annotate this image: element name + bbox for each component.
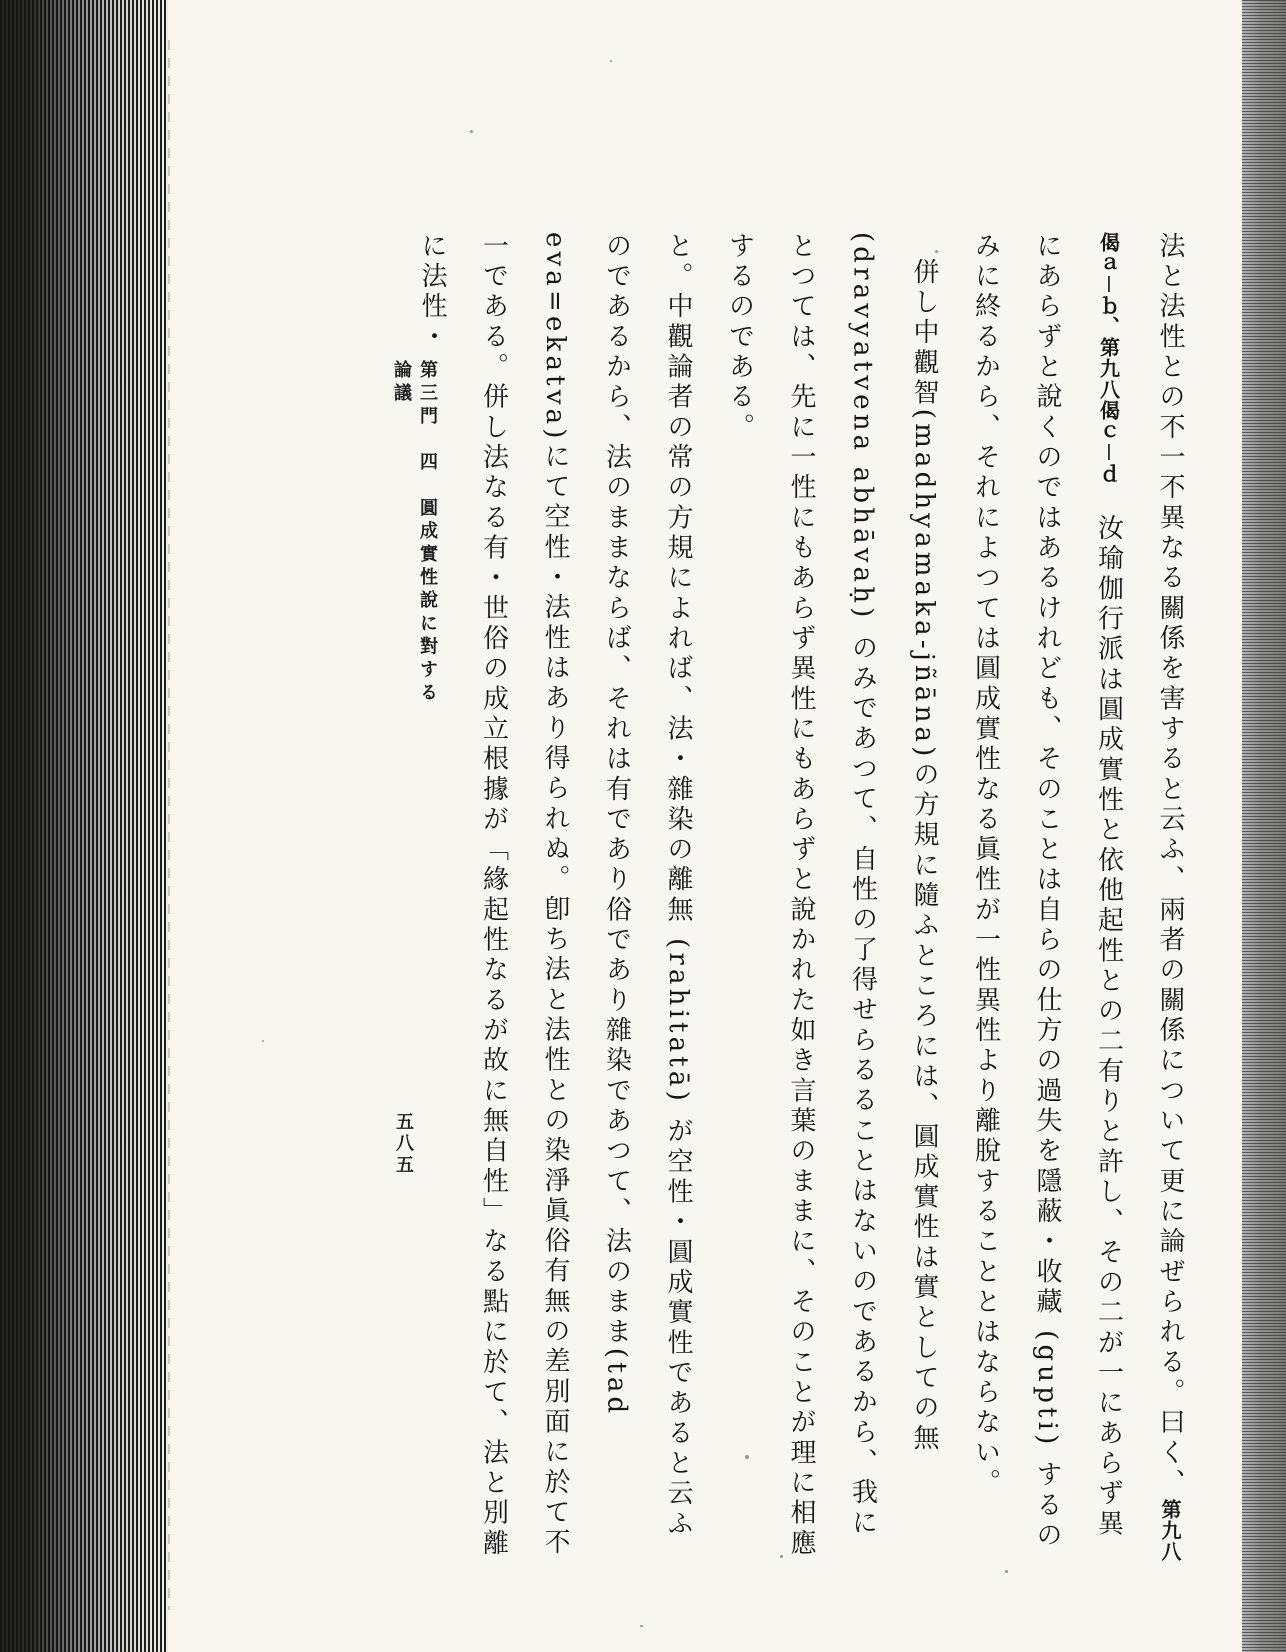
- page-edge-shadow-right: [1242, 0, 1286, 1652]
- paragraph-1-text-b: 汝瑜伽行派は圓成實性と依他起性との二有りと許し、その二が一にあらず異にあらずと說くのではあるけれども、そのことは自らの仕方の過失を隱蔽・收藏 (gupti) するのみに終るから、それによつては圓成實性なる眞性が一性異性より離脫することとはならない。: [970, 232, 1124, 1552]
- scan-speck: [745, 1455, 749, 1459]
- scan-speck: [610, 60, 612, 62]
- paragraph-2-text: 併し中觀智(madhyamaka-jñāna)の方規に隨ふところには、圓成實性は實としての無 (dravyatvena abhāvaḥ) のみであつて、自性の了得せらるることはないのであるから、我にとつては、先に一性にもあらず異性にもあらずと說かれた如き言葉のままに、そのことが理に相應するのである。: [724, 232, 939, 1560]
- paragraph-1-text-a: 法と法性との不一不異なる關係を害すると云ふ、兩者の關係について更に論ぜられる。曰く、: [1155, 232, 1185, 1499]
- paragraph-3-text: と。中觀論者の常の方規によれば、法・雜染の離無 (rahitatā) が空性・圓成實性であると云ふのであるから、法のままならば、それは有であり俗であり雜染であつて、法のまま(tad eva=ekatva)にて空性・法性はあり得られぬ。卽ち法と法性との染淨眞俗有無の差別面に於て不一である。併し法なる有・世俗の成立根據が「緣起性なるが故に無自性」なる點に於て、法と別離に法性・: [417, 232, 693, 1560]
- verse-reference: 第九八偈ａ－ｂ、第九八偈ｃ－ｄ: [1096, 232, 1182, 1562]
- paragraph-2: [708, 232, 954, 1562]
- scan-speck: [640, 1625, 643, 1627]
- scan-speck: [1005, 1570, 1008, 1573]
- running-head: 第三門 四 圓成實性說に對する論議: [391, 360, 438, 706]
- body-text: [401, 232, 1201, 1562]
- scan-speck: [470, 130, 473, 133]
- paragraph-1: [954, 232, 1200, 1562]
- scan-speck: [935, 250, 938, 253]
- book-binding-shadow-left: [0, 0, 168, 1652]
- scan-speck: [780, 1555, 783, 1558]
- page-body: [417, 232, 1200, 1562]
- paragraph-3: [401, 232, 709, 1562]
- scan-speck: [262, 1040, 264, 1042]
- page-number: 五八五: [393, 1112, 414, 1177]
